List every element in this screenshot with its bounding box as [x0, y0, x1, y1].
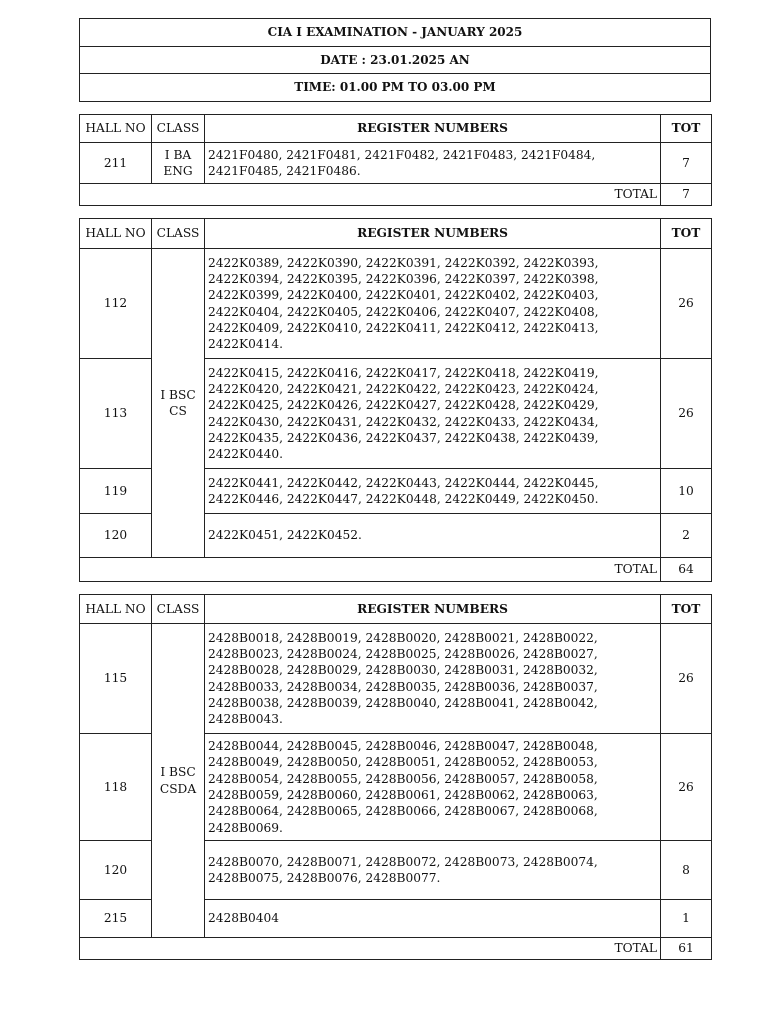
hall-no-cell: 113 [80, 359, 152, 469]
class-line: I BA [164, 147, 192, 162]
tot-cell: 26 [661, 734, 712, 841]
seating-table-bsc-csda [79, 594, 712, 960]
register-numbers-cell [205, 900, 661, 938]
register-line: 2422K0430, 2422K0431, 2422K0432, 2422K0433, 2422K0434, [208, 414, 599, 429]
exam-header-table [79, 18, 711, 102]
seating-table-bsc-cs [79, 218, 712, 582]
register-line: 2428B0069. [208, 820, 283, 835]
register-numbers-header: REGISTER NUMBERS [205, 115, 661, 143]
tot-cell: 26 [661, 359, 712, 469]
register-line: 2422K0394, 2422K0395, 2422K0396, 2422K0397, 2422K0398, [208, 271, 599, 286]
register-line: 2428B0070, 2428B0071, 2428B0072, 2428B0073, 2428B0074, [208, 854, 598, 869]
total-row [80, 184, 712, 206]
table-row [80, 143, 712, 184]
table-header-row [80, 115, 712, 143]
register-line: 2422K0425, 2422K0426, 2422K0427, 2422K0428, 2422K0429, [208, 398, 599, 413]
register-line: 2428B0075, 2428B0076, 2428B0077. [208, 871, 441, 885]
hall-no-header: HALL NO [80, 115, 152, 143]
register-line: 2422K0451, 2422K0452. [208, 528, 362, 543]
register-line: 2428B0064, 2428B0065, 2428B0066, 2428B0067, 2428B0068, [208, 804, 598, 819]
table-row [80, 624, 712, 734]
register-line: 2422K0414. [208, 337, 284, 352]
register-line: 2428B0054, 2428B0055, 2428B0056, 2428B0057, 2428B0058, [208, 771, 598, 786]
tot-cell: 2 [661, 514, 712, 558]
register-line: 2428B0023, 2428B0024, 2428B0025, 2428B0026, 2428B0027, [208, 646, 598, 661]
register-line: 2422K0389, 2422K0390, 2422K0391, 2422K0392, 2422K0393, [208, 255, 599, 270]
register-numbers-header: REGISTER NUMBERS [205, 219, 661, 249]
total-label: TOTAL [80, 558, 661, 582]
tot-header: TOT [661, 219, 712, 249]
total-value: 7 [661, 184, 712, 206]
seating-table-ba-eng [79, 114, 712, 206]
register-line: 2422K0440. [208, 447, 284, 462]
exam-time: TIME: 01.00 PM TO 03.00 PM [80, 74, 711, 102]
register-line: 2422K0435, 2422K0436, 2422K0437, 2422K0438, 2422K0439, [208, 430, 599, 445]
register-line: 2428B0043. [208, 712, 283, 727]
class-cell [152, 624, 205, 938]
total-label: TOTAL [80, 184, 661, 206]
hall-no-header: HALL NO [80, 595, 152, 624]
hall-no-header: HALL NO [80, 219, 152, 249]
tot-cell: 10 [661, 469, 712, 514]
hall-no-cell: 112 [80, 249, 152, 359]
tot-cell: 1 [661, 900, 712, 938]
table-row [80, 249, 712, 359]
register-line: 2428B0044, 2428B0045, 2428B0046, 2428B0047, 2428B0048, [208, 739, 598, 754]
class-header: CLASS [152, 219, 205, 249]
table-header-row [80, 219, 712, 249]
register-line: 2422K0409, 2422K0410, 2422K0411, 2422K0412, 2422K0413, [208, 320, 599, 335]
total-value: 64 [661, 558, 712, 582]
class-line: CSDA [159, 781, 197, 796]
register-line: 2422K0420, 2422K0421, 2422K0422, 2422K0423, 2422K0424, [208, 381, 599, 396]
class-line: ENG [163, 164, 193, 178]
register-line: 2422K0441, 2422K0442, 2422K0443, 2422K0444, 2422K0445, [208, 475, 599, 490]
class-header: CLASS [152, 115, 205, 143]
register-numbers-cell [205, 841, 661, 900]
register-numbers-cell [205, 624, 661, 734]
exam-date: DATE : 23.01.2025 AN [80, 47, 711, 74]
register-numbers-cell [205, 359, 661, 469]
class-line: CS [169, 404, 187, 418]
hall-no-cell: 211 [80, 143, 152, 184]
class-header: CLASS [152, 595, 205, 624]
register-numbers-cell [205, 469, 661, 514]
register-line: 2422K0404, 2422K0405, 2422K0406, 2422K0407, 2422K0408, [208, 304, 599, 319]
tot-cell: 26 [661, 249, 712, 359]
hall-no-cell: 115 [80, 624, 152, 734]
total-value: 61 [661, 938, 712, 960]
register-line: 2421F0480, 2421F0481, 2421F0482, 2421F0483, 2421F0484, [208, 147, 596, 162]
class-line: I BSC [160, 765, 196, 780]
class-line: I BSC [160, 387, 196, 402]
class-cell [152, 143, 205, 184]
register-line: 2422K0415, 2422K0416, 2422K0417, 2422K0418, 2422K0419, [208, 365, 599, 380]
register-numbers-cell [205, 143, 661, 184]
register-line: 2422K0399, 2422K0400, 2422K0401, 2422K0402, 2422K0403, [208, 288, 599, 303]
register-numbers-cell [205, 514, 661, 558]
tot-cell: 8 [661, 841, 712, 900]
hall-no-cell: 119 [80, 469, 152, 514]
register-line: 2421F0485, 2421F0486. [208, 164, 361, 178]
hall-no-cell: 215 [80, 900, 152, 938]
class-cell [152, 249, 205, 558]
tot-header: TOT [661, 595, 712, 624]
tot-cell: 26 [661, 624, 712, 734]
hall-no-cell: 120 [80, 841, 152, 900]
register-line: 2428B0018, 2428B0019, 2428B0020, 2428B0021, 2428B0022, [208, 630, 598, 645]
register-line: 2428B0049, 2428B0050, 2428B0051, 2428B0052, 2428B0053, [208, 755, 598, 770]
table-header-row [80, 595, 712, 624]
hall-no-cell: 118 [80, 734, 152, 841]
hall-no-cell: 120 [80, 514, 152, 558]
exam-title: CIA I EXAMINATION - JANUARY 2025 [80, 19, 711, 47]
register-numbers-cell [205, 734, 661, 841]
register-line: 2428B0033, 2428B0034, 2428B0035, 2428B0036, 2428B0037, [208, 679, 598, 694]
tot-header: TOT [661, 115, 712, 143]
register-numbers-cell [205, 249, 661, 359]
total-row [80, 938, 712, 960]
register-line: 2428B0404 [208, 911, 279, 926]
total-label: TOTAL [80, 938, 661, 960]
total-row [80, 558, 712, 582]
register-line: 2428B0038, 2428B0039, 2428B0040, 2428B0041, 2428B0042, [208, 695, 598, 710]
register-line: 2428B0059, 2428B0060, 2428B0061, 2428B0062, 2428B0063, [208, 788, 598, 802]
register-numbers-header: REGISTER NUMBERS [205, 595, 661, 624]
tot-cell: 7 [661, 143, 712, 184]
register-line: 2422K0446, 2422K0447, 2422K0448, 2422K0449, 2422K0450. [208, 492, 599, 506]
register-line: 2428B0028, 2428B0029, 2428B0030, 2428B0031, 2428B0032, [208, 663, 598, 678]
